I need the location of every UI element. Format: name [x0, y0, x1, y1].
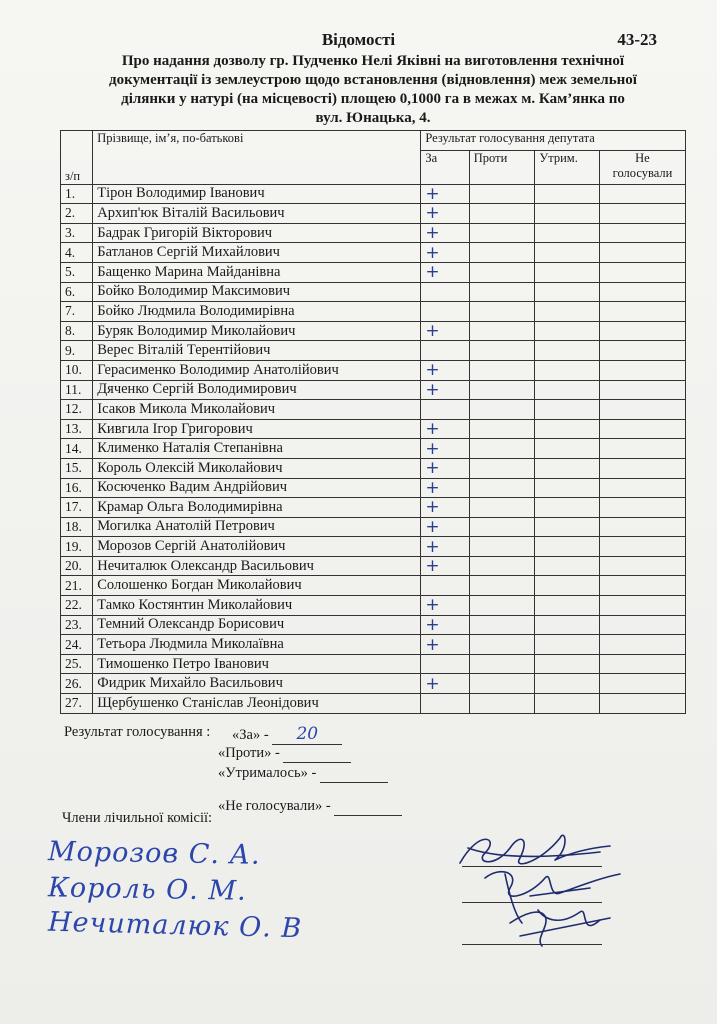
vote-against-cell: [469, 694, 535, 714]
vote-against-cell: [469, 615, 535, 635]
vote-against-cell: [469, 478, 535, 498]
table-row: [61, 694, 686, 714]
result-not-voted-field: [334, 798, 402, 816]
vote-abstain-cell: [535, 439, 600, 459]
vote-abstain-cell: [535, 635, 600, 655]
table-row: [61, 262, 686, 282]
header-for: За: [421, 150, 469, 184]
row-number: 2.: [61, 204, 93, 224]
vote-abstain-cell: [535, 262, 600, 282]
vote-abstain-cell: [535, 596, 600, 616]
deputy-name: Архип'юк Віталій Васильович: [93, 204, 421, 224]
row-number: 15.: [61, 458, 93, 478]
vote-abstain-cell: [535, 360, 600, 380]
vote-for-mark: [421, 576, 469, 596]
deputy-name: Верес Віталій Терентійович: [93, 341, 421, 361]
document-number: 43-23: [617, 30, 657, 49]
vote-abstain-cell: [535, 674, 600, 694]
row-number: 8.: [61, 321, 93, 341]
vote-not-voted-cell: [599, 184, 685, 204]
vote-for-mark: +: [421, 556, 469, 576]
table-row: [61, 400, 686, 420]
vote-not-voted-cell: [599, 341, 685, 361]
vote-for-mark: +: [421, 223, 469, 243]
voting-table-body: [61, 184, 686, 713]
deputy-name: Могилка Анатолій Петрович: [93, 517, 421, 537]
vote-not-voted-cell: [599, 596, 685, 616]
voting-table: [60, 130, 686, 714]
vote-against-cell: [469, 360, 535, 380]
result-for: [232, 724, 342, 745]
vote-abstain-cell: [535, 184, 600, 204]
vote-abstain-cell: [535, 380, 600, 400]
vote-abstain-cell: [535, 556, 600, 576]
row-number: 24.: [61, 635, 93, 655]
header-name: Прізвище, ім’я, по-батькові: [93, 131, 421, 185]
vote-against-cell: [469, 498, 535, 518]
deputy-name: Щербушенко Станіслав Леонідович: [93, 694, 421, 714]
vote-not-voted-cell: [599, 204, 685, 224]
row-number: 12.: [61, 400, 93, 420]
table-row: [61, 341, 686, 361]
vote-for-mark: +: [421, 635, 469, 655]
vote-for-mark: +: [421, 419, 469, 439]
deputy-name: Бойко Володимир Максимович: [93, 282, 421, 302]
vote-abstain-cell: [535, 654, 600, 674]
vote-not-voted-cell: [599, 380, 685, 400]
row-number: 18.: [61, 517, 93, 537]
table-row: [61, 674, 686, 694]
table-row: [61, 478, 686, 498]
row-number: 20.: [61, 556, 93, 576]
vote-abstain-cell: [535, 223, 600, 243]
vote-for-mark: +: [421, 360, 469, 380]
commission-member: Морозов С. А.: [47, 836, 261, 871]
deputy-name: Тамко Костянтин Миколайович: [93, 596, 421, 616]
row-number: 21.: [61, 576, 93, 596]
deputy-name: Герасименко Володимир Анатолійович: [93, 360, 421, 380]
result-not-voted-label: «Не голосували» -: [218, 798, 331, 814]
vote-for-mark: +: [421, 204, 469, 224]
vote-against-cell: [469, 341, 535, 361]
row-number: 16.: [61, 478, 93, 498]
row-number: 4.: [61, 243, 93, 263]
table-row: [61, 321, 686, 341]
deputy-name: Косюченко Вадим Андрійович: [93, 478, 421, 498]
vote-for-mark: [421, 400, 469, 420]
vote-for-mark: +: [421, 321, 469, 341]
result-against-field: [283, 745, 351, 763]
vote-against-cell: [469, 419, 535, 439]
vote-not-voted-cell: [599, 458, 685, 478]
table-row: [61, 184, 686, 204]
table-row: [61, 615, 686, 635]
table-row: [61, 439, 686, 459]
table-row: [61, 576, 686, 596]
vote-against-cell: [469, 380, 535, 400]
subtitle-line: Про надання дозволу гр. Пудченко Нелі Яківні на виготовлення технічної: [121, 53, 625, 69]
vote-not-voted-cell: [599, 360, 685, 380]
deputy-name: Король Олексій Миколайович: [93, 458, 421, 478]
row-number: 13.: [61, 419, 93, 439]
table-row: [61, 282, 686, 302]
vote-not-voted-cell: [599, 615, 685, 635]
vote-against-cell: [469, 204, 535, 224]
document-subtitle: [68, 52, 678, 128]
row-number: 17.: [61, 498, 93, 518]
vote-abstain-cell: [535, 243, 600, 263]
vote-for-mark: +: [421, 458, 469, 478]
table-row: [61, 596, 686, 616]
table-row: [61, 517, 686, 537]
header-abstain: Утрим.: [535, 150, 600, 184]
vote-abstain-cell: [535, 498, 600, 518]
vote-abstain-cell: [535, 537, 600, 557]
table-row: [61, 419, 686, 439]
row-number: 7.: [61, 302, 93, 322]
header-num: з/п: [61, 131, 93, 185]
row-number: 3.: [61, 223, 93, 243]
vote-abstain-cell: [535, 694, 600, 714]
vote-not-voted-cell: [599, 674, 685, 694]
vote-against-cell: [469, 302, 535, 322]
handwritten-signatures: [450, 808, 630, 958]
vote-for-mark: +: [421, 478, 469, 498]
subtitle-line: документації із землеустрою щодо встановлення (відновлення) меж земельної: [109, 72, 637, 88]
deputy-name: Бащенко Марина Майданівна: [93, 262, 421, 282]
vote-for-mark: [421, 341, 469, 361]
vote-not-voted-cell: [599, 262, 685, 282]
vote-not-voted-cell: [599, 400, 685, 420]
vote-against-cell: [469, 243, 535, 263]
vote-not-voted-cell: [599, 556, 685, 576]
table-row: [61, 635, 686, 655]
row-number: 11.: [61, 380, 93, 400]
vote-against-cell: [469, 321, 535, 341]
vote-for-mark: +: [421, 243, 469, 263]
deputy-name: Батланов Сергій Михайлович: [93, 243, 421, 263]
vote-against-cell: [469, 223, 535, 243]
vote-not-voted-cell: [599, 282, 685, 302]
vote-for-mark: +: [421, 184, 469, 204]
deputy-name: Буряк Володимир Миколайович: [93, 321, 421, 341]
deputy-name: Нечиталюк Олександр Васильович: [93, 556, 421, 576]
row-number: 9.: [61, 341, 93, 361]
vote-not-voted-cell: [599, 223, 685, 243]
deputy-name: Тірон Володимир Іванович: [93, 184, 421, 204]
vote-not-voted-cell: [599, 694, 685, 714]
vote-abstain-cell: [535, 204, 600, 224]
deputy-name: Темний Олександр Борисович: [93, 615, 421, 635]
vote-against-cell: [469, 517, 535, 537]
vote-for-mark: +: [421, 537, 469, 557]
result-not-voted: [218, 798, 402, 816]
result-label: Результат голосування :: [64, 724, 211, 740]
vote-against-cell: [469, 458, 535, 478]
result-abstain-field: [320, 765, 388, 783]
deputy-name: Фидрик Михайло Васильович: [93, 674, 421, 694]
deputy-name: Дяченко Сергій Володимирович: [93, 380, 421, 400]
vote-against-cell: [469, 400, 535, 420]
vote-against-cell: [469, 282, 535, 302]
vote-for-mark: +: [421, 596, 469, 616]
deputy-name: Бойко Людмила Володимирівна: [93, 302, 421, 322]
row-number: 25.: [61, 654, 93, 674]
table-row: [61, 223, 686, 243]
vote-against-cell: [469, 635, 535, 655]
deputy-name: Морозов Сергій Анатолійович: [93, 537, 421, 557]
result-for-label: «За» -: [232, 727, 269, 743]
vote-not-voted-cell: [599, 654, 685, 674]
subtitle-line: вул. Юнацька, 4.: [315, 110, 431, 126]
vote-abstain-cell: [535, 576, 600, 596]
commission-label: Члени лічильної комісії:: [62, 810, 213, 826]
subtitle-line: ділянки у натурі (на місцевості) площею 0,1000 га в межах м. Кам’янка по: [121, 91, 625, 107]
vote-abstain-cell: [535, 400, 600, 420]
header-against: Проти: [469, 150, 535, 184]
row-number: 10.: [61, 360, 93, 380]
vote-abstain-cell: [535, 341, 600, 361]
vote-against-cell: [469, 262, 535, 282]
vote-abstain-cell: [535, 419, 600, 439]
result-for-value: 20: [296, 724, 319, 744]
row-number: 22.: [61, 596, 93, 616]
vote-against-cell: [469, 537, 535, 557]
vote-against-cell: [469, 556, 535, 576]
row-number: 1.: [61, 184, 93, 204]
vote-not-voted-cell: [599, 517, 685, 537]
vote-not-voted-cell: [599, 576, 685, 596]
vote-against-cell: [469, 576, 535, 596]
vote-against-cell: [469, 439, 535, 459]
vote-abstain-cell: [535, 302, 600, 322]
table-row: [61, 498, 686, 518]
result-against-label: «Проти» -: [218, 745, 280, 761]
deputy-name: Крамар Ольга Володимирівна: [93, 498, 421, 518]
header-not-voted: Не голосували: [599, 150, 685, 184]
vote-for-mark: +: [421, 615, 469, 635]
row-number: 26.: [61, 674, 93, 694]
table-row: [61, 537, 686, 557]
table-row: [61, 380, 686, 400]
vote-against-cell: [469, 596, 535, 616]
vote-abstain-cell: [535, 478, 600, 498]
row-number: 6.: [61, 282, 93, 302]
vote-for-mark: [421, 302, 469, 322]
vote-against-cell: [469, 184, 535, 204]
table-row: [61, 204, 686, 224]
vote-not-voted-cell: [599, 419, 685, 439]
row-number: 5.: [61, 262, 93, 282]
vote-not-voted-cell: [599, 321, 685, 341]
table-row: [61, 458, 686, 478]
deputy-name: Кивгила Ігор Григорович: [93, 419, 421, 439]
table-row: [61, 243, 686, 263]
commission-member: Король О. М.: [47, 872, 247, 907]
vote-for-mark: +: [421, 262, 469, 282]
vote-abstain-cell: [535, 615, 600, 635]
deputy-name: Тетьора Людмила Миколаївна: [93, 635, 421, 655]
vote-not-voted-cell: [599, 439, 685, 459]
vote-against-cell: [469, 654, 535, 674]
result-against: [218, 745, 351, 763]
table-row: [61, 360, 686, 380]
vote-not-voted-cell: [599, 537, 685, 557]
vote-for-mark: +: [421, 439, 469, 459]
vote-against-cell: [469, 674, 535, 694]
table-row: [61, 556, 686, 576]
vote-for-mark: +: [421, 674, 469, 694]
vote-for-mark: +: [421, 517, 469, 537]
commission-member: Нечиталюк О. В: [47, 906, 303, 945]
header-result: Результат голосування депутата: [421, 131, 686, 151]
vote-for-mark: [421, 694, 469, 714]
vote-for-mark: [421, 282, 469, 302]
vote-not-voted-cell: [599, 635, 685, 655]
deputy-name: Бадрак Григорій Вікторович: [93, 223, 421, 243]
result-abstain: [218, 765, 388, 783]
row-number: 19.: [61, 537, 93, 557]
vote-not-voted-cell: [599, 302, 685, 322]
vote-abstain-cell: [535, 517, 600, 537]
result-abstain-label: «Утрималось» -: [218, 765, 317, 781]
vote-not-voted-cell: [599, 498, 685, 518]
result-for-field: [272, 724, 342, 745]
vote-for-mark: +: [421, 498, 469, 518]
vote-abstain-cell: [535, 321, 600, 341]
row-number: 27.: [61, 694, 93, 714]
vote-not-voted-cell: [599, 478, 685, 498]
table-row: [61, 302, 686, 322]
deputy-name: Клименко Наталія Степанівна: [93, 439, 421, 459]
document-title: Відомості: [321, 30, 396, 49]
table-row: [61, 654, 686, 674]
deputy-name: Тимошенко Петро Іванович: [93, 654, 421, 674]
vote-abstain-cell: [535, 458, 600, 478]
deputy-name: Ісаков Микола Миколайович: [93, 400, 421, 420]
vote-abstain-cell: [535, 282, 600, 302]
deputy-name: Солошенко Богдан Миколайович: [93, 576, 421, 596]
vote-not-voted-cell: [599, 243, 685, 263]
vote-for-mark: +: [421, 380, 469, 400]
row-number: 14.: [61, 439, 93, 459]
vote-for-mark: [421, 654, 469, 674]
row-number: 23.: [61, 615, 93, 635]
